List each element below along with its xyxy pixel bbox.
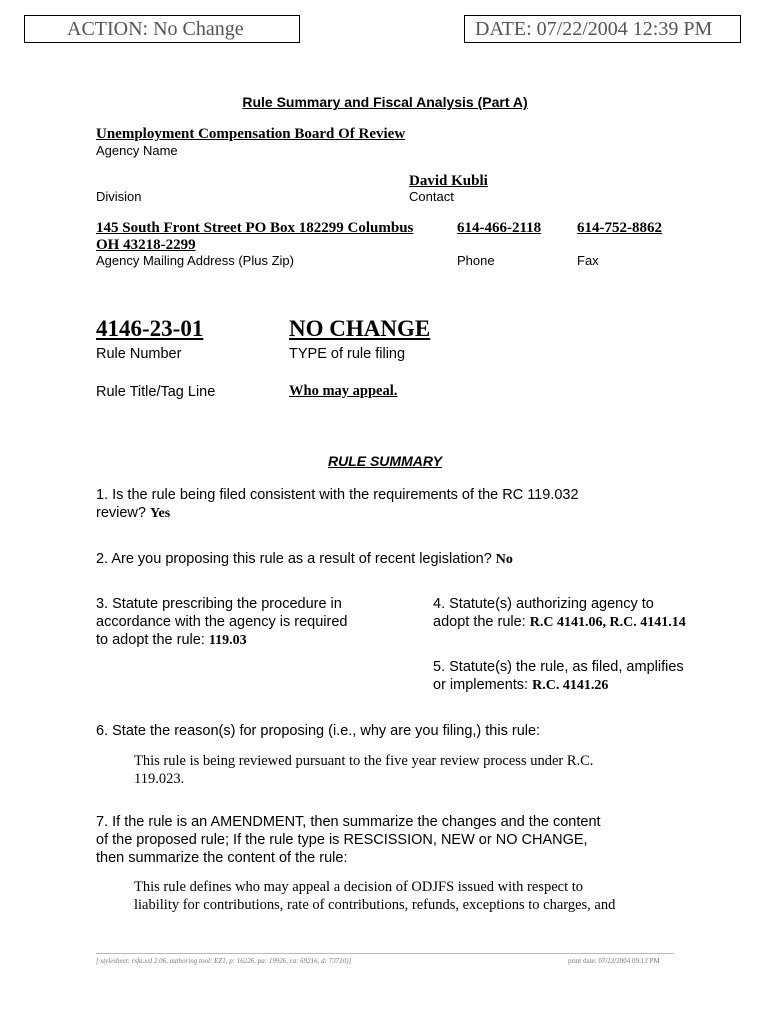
rule-summary-heading: RULE SUMMARY: [327, 453, 443, 469]
division-label: Division: [96, 189, 142, 204]
question-3: [96, 595, 416, 650]
question-5-line-2: or implements:: [433, 677, 529, 693]
question-1-line-2: review?: [96, 505, 146, 521]
rule-title-value: Who may appeal.: [289, 383, 398, 399]
question-4-line-1: 4. Statute(s) authorizing agency to: [433, 596, 654, 612]
question-3-line-2: accordance with the agency is required: [96, 614, 348, 630]
contact-label: Contact: [409, 189, 454, 204]
question-3-line-3: to adopt the rule:: [96, 632, 205, 648]
address-line-2: OH 43218-2299: [96, 237, 196, 253]
question-1-line-1: 1. Is the rule being filed consistent with the requirements of the RC 119.032: [96, 487, 579, 503]
date-text: DATE: 07/22/2004 12:39 PM: [475, 18, 713, 40]
footer-divider: [96, 953, 674, 954]
question-6-answer-line-2: 119.023.: [134, 771, 185, 787]
contact-value: David Kubli: [409, 173, 488, 189]
agency-name-value: Unemployment Compensation Board Of Review: [96, 126, 406, 142]
agency-name-label: Agency Name: [96, 143, 178, 158]
question-7: [96, 813, 716, 867]
question-2-text: 2. Are you proposing this rule as a result of recent legislation?: [96, 551, 492, 567]
question-3-answer: 119.03: [208, 633, 247, 648]
question-1-answer: Yes: [150, 506, 171, 521]
page-title: Rule Summary and Fiscal Analysis (Part A): [242, 94, 528, 110]
question-7-line-3: then summarize the content of the rule:: [96, 850, 348, 866]
question-2-answer: No: [495, 552, 513, 567]
fax-label: Fax: [577, 253, 599, 268]
date-box: [464, 15, 741, 43]
filing-type-value: NO CHANGE: [289, 316, 431, 341]
fax-value: 614-752-8862: [577, 220, 662, 236]
question-5-line-1: 5. Statute(s) the rule, as filed, amplifies: [433, 659, 684, 675]
action-box: [24, 15, 300, 43]
question-1: [96, 486, 696, 523]
rule-title-label: Rule Title/Tag Line: [96, 384, 216, 400]
phone-value: 614-466-2118: [457, 220, 542, 236]
question-7-line-1: 7. If the rule is an AMENDMENT, then summarize the changes and the content: [96, 814, 601, 830]
filing-type-label: TYPE of rule filing: [289, 346, 406, 362]
question-6-answer: [134, 752, 714, 788]
question-6-answer-line-1: This rule is being reviewed pursuant to the five year review process under R.C.: [134, 753, 594, 769]
phone-label: Phone: [457, 253, 495, 268]
question-7-answer-line-2: liability for contributions, rate of contributions, refunds, exceptions to charges, and: [134, 897, 616, 913]
question-7-line-2: of the proposed rule; If the rule type is RESCISSION, NEW or NO CHANGE,: [96, 832, 588, 848]
question-4-line-2: adopt the rule:: [433, 614, 526, 630]
rule-number-label: Rule Number: [96, 346, 182, 362]
question-3-line-1: 3. Statute prescribing the procedure in: [96, 596, 342, 612]
address-line-1: 145 South Front Street PO Box 182299 Columbus: [96, 220, 414, 236]
question-6: 6. State the reason(s) for proposing (i.e., why are you filing,) this rule:: [96, 723, 541, 739]
question-4-answer: R.C 4141.06, R.C. 4141.14: [529, 615, 686, 630]
address-label: Agency Mailing Address (Plus Zip): [96, 253, 294, 268]
footer-meta: [ stylesheet: rsfa.xsl 2.06, authoring tool: EZ1, p: 16226, pa: 19926, ra: 69216, d: 73710)]: [96, 957, 352, 965]
action-text: ACTION: No Change: [67, 18, 244, 40]
question-7-answer: [134, 878, 714, 914]
address-value: [96, 220, 413, 254]
question-2: [96, 550, 716, 569]
question-5: [433, 658, 753, 695]
footer-print-date: print date: 07/22/2004 09:12 PM: [568, 957, 660, 965]
rule-number-value: 4146-23-01: [96, 316, 204, 341]
question-5-answer: R.C. 4141.26: [532, 678, 609, 693]
question-4: [433, 595, 753, 632]
question-7-answer-line-1: This rule defines who may appeal a decision of ODJFS issued with respect to: [134, 879, 584, 895]
